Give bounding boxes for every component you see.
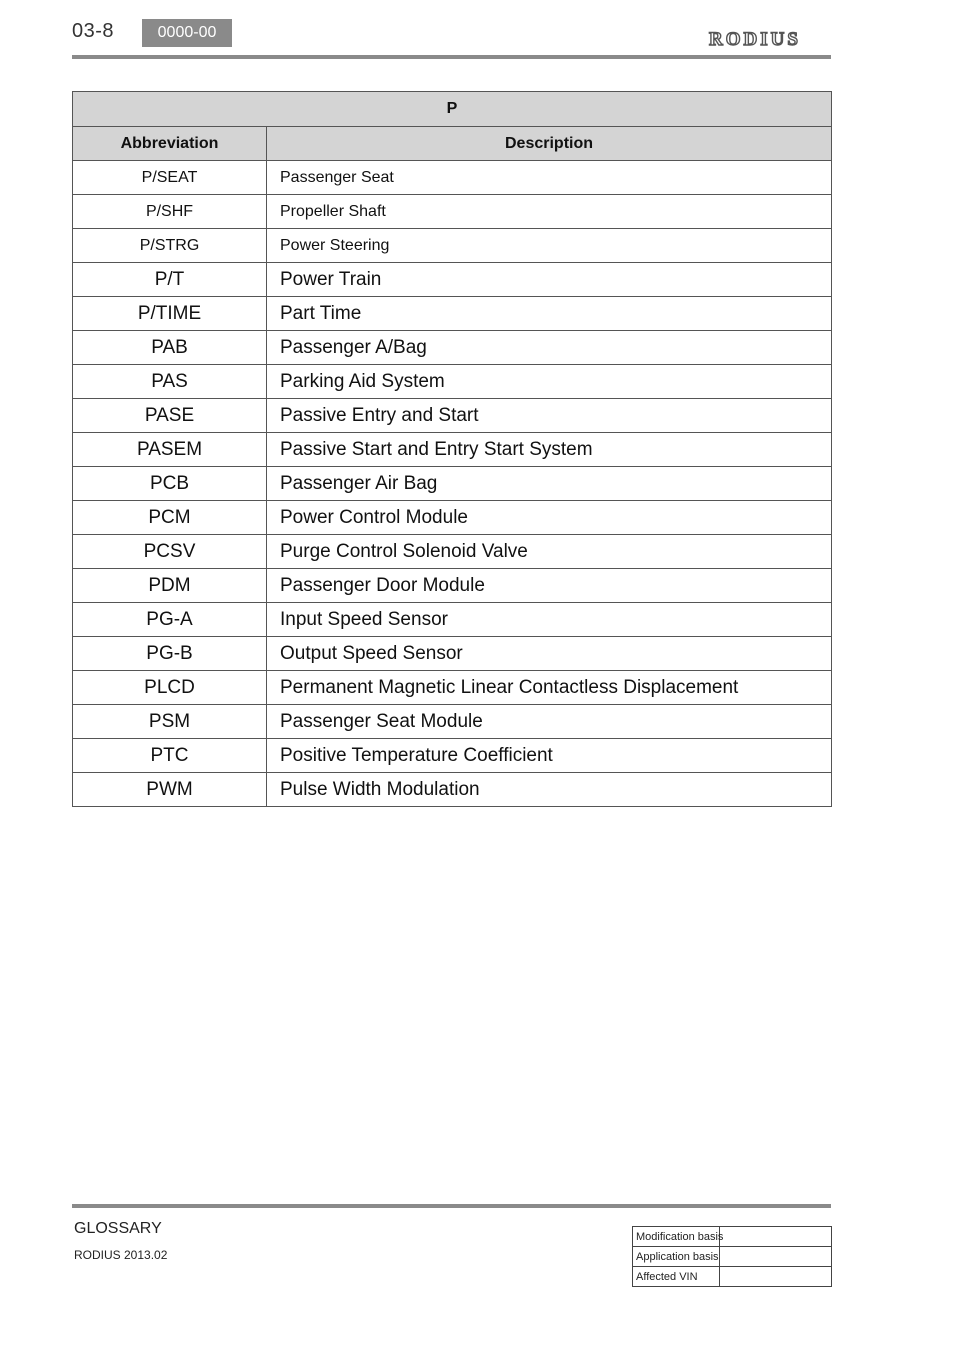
- application-basis-label: Application basis: [633, 1247, 720, 1267]
- page-number: 03-8: [72, 20, 115, 42]
- abbreviation-cell: PDM: [73, 569, 267, 603]
- affected-vin-label: Affected VIN: [633, 1267, 720, 1287]
- description-cell: Permanent Magnetic Linear Contactless Displacement: [267, 671, 832, 705]
- description-cell: Input Speed Sensor: [267, 603, 832, 637]
- description-cell: Part Time: [267, 297, 832, 331]
- description-cell: Passenger Air Bag: [267, 467, 832, 501]
- description-cell: Passive Start and Entry Start System: [267, 433, 832, 467]
- rodius-logo: [680, 28, 830, 50]
- abbreviation-cell: PWM: [73, 773, 267, 807]
- affected-vin-value: [720, 1267, 832, 1287]
- table-row: [73, 637, 832, 671]
- abbreviation-cell: P/SEAT: [73, 161, 267, 195]
- abbreviation-cell: PCB: [73, 467, 267, 501]
- abbreviation-column-header: Abbreviation: [73, 127, 267, 161]
- letter-heading: P: [73, 92, 832, 127]
- description-cell: Parking Aid System: [267, 365, 832, 399]
- modification-info-table: [632, 1226, 832, 1287]
- table-row: [73, 161, 832, 195]
- footer-edition: RODIUS 2013.02: [74, 1248, 168, 1262]
- table-row: [73, 263, 832, 297]
- table-row: [73, 331, 832, 365]
- footer-chapter-title: GLOSSARY: [74, 1220, 162, 1237]
- table-row: [73, 195, 832, 229]
- table-row: [73, 705, 832, 739]
- abbreviation-cell: PASE: [73, 399, 267, 433]
- abbreviation-cell: PASEM: [73, 433, 267, 467]
- column-header-row: [73, 127, 832, 161]
- description-cell: Passive Entry and Start: [267, 399, 832, 433]
- modification-basis-value: [720, 1227, 832, 1247]
- description-cell: Power Train: [267, 263, 832, 297]
- header-rule: [72, 55, 831, 59]
- description-cell: Purge Control Solenoid Valve: [267, 535, 832, 569]
- table-row: [73, 297, 832, 331]
- table-row: [73, 773, 832, 807]
- table-row: [73, 603, 832, 637]
- footer-rule: [72, 1204, 831, 1208]
- table-row: [73, 535, 832, 569]
- table-row: [73, 501, 832, 535]
- table-row: [73, 365, 832, 399]
- abbreviation-cell: P/TIME: [73, 297, 267, 331]
- table-row: [73, 739, 832, 773]
- abbreviation-cell: PCM: [73, 501, 267, 535]
- description-cell: Power Steering: [267, 229, 832, 263]
- application-basis-row: [633, 1247, 832, 1267]
- abbreviation-cell: PCSV: [73, 535, 267, 569]
- description-cell: Output Speed Sensor: [267, 637, 832, 671]
- description-cell: Pulse Width Modulation: [267, 773, 832, 807]
- abbreviation-cell: PG-B: [73, 637, 267, 671]
- glossary-table: [72, 91, 832, 807]
- letter-header-row: [73, 92, 832, 127]
- abbreviation-cell: P/T: [73, 263, 267, 297]
- description-cell: Passenger Door Module: [267, 569, 832, 603]
- description-cell: Passenger Seat: [267, 161, 832, 195]
- table-row: [73, 433, 832, 467]
- svg-text:RODIUS: RODIUS: [709, 29, 801, 50]
- description-cell: Propeller Shaft: [267, 195, 832, 229]
- abbreviation-cell: PG-A: [73, 603, 267, 637]
- affected-vin-row: [633, 1267, 832, 1287]
- table-row: [73, 399, 832, 433]
- abbreviation-cell: P/STRG: [73, 229, 267, 263]
- description-cell: Positive Temperature Coefficient: [267, 739, 832, 773]
- abbreviation-cell: PAB: [73, 331, 267, 365]
- abbreviation-cell: PTC: [73, 739, 267, 773]
- description-cell: Power Control Module: [267, 501, 832, 535]
- table-row: [73, 229, 832, 263]
- abbreviation-cell: PAS: [73, 365, 267, 399]
- modification-basis-row: [633, 1227, 832, 1247]
- abbreviation-cell: PLCD: [73, 671, 267, 705]
- modification-basis-label: Modification basis: [633, 1227, 720, 1247]
- description-column-header: Description: [267, 127, 832, 161]
- abbreviation-cell: PSM: [73, 705, 267, 739]
- table-row: [73, 671, 832, 705]
- application-basis-value: [720, 1247, 832, 1267]
- table-row: [73, 569, 832, 603]
- description-cell: Passenger Seat Module: [267, 705, 832, 739]
- abbreviation-cell: P/SHF: [73, 195, 267, 229]
- table-row: [73, 467, 832, 501]
- description-cell: Passenger A/Bag: [267, 331, 832, 365]
- section-code-badge: 0000-00: [142, 19, 232, 47]
